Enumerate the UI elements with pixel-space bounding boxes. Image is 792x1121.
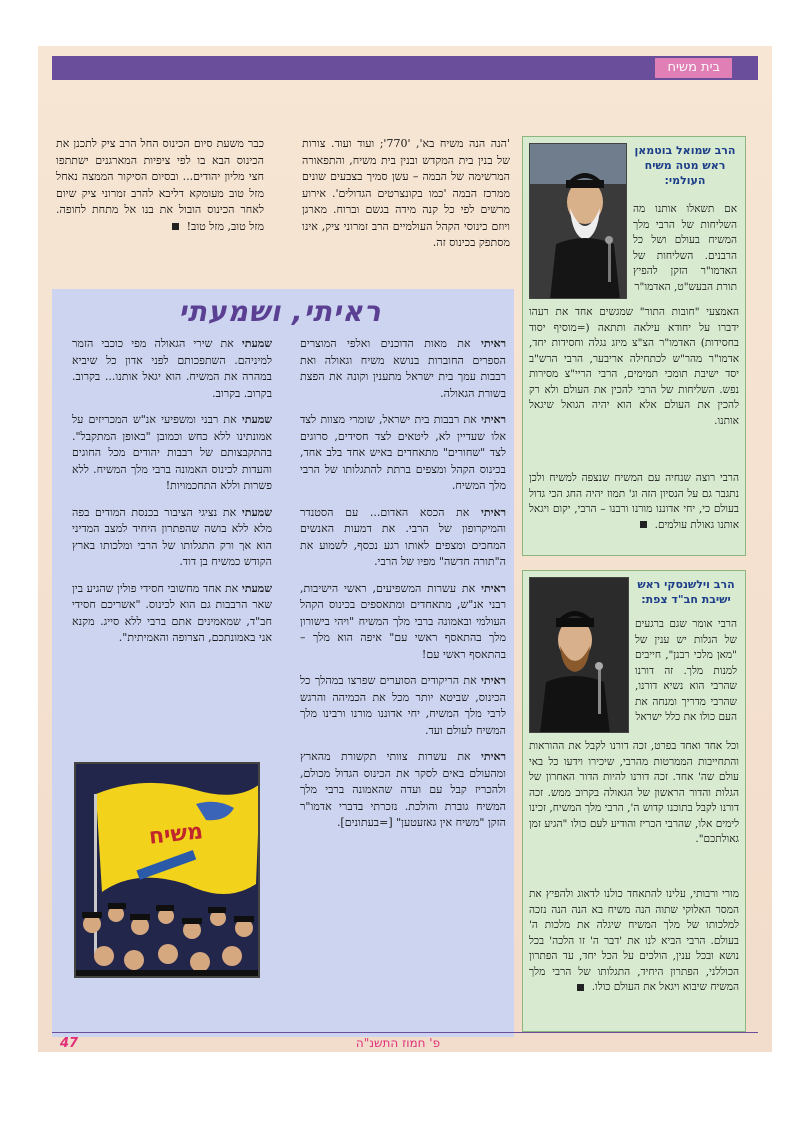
list-item <box>300 581 506 664</box>
sidebar-top-intro: אם תשאלו אותנו מה השליחות של הרבי מלך המשיח בעולם ושל כל הרבנים. השליחות של האדמו"ר הזקן להפיץ תורת הבעש"ט, האדמו"ר <box>633 203 737 293</box>
list-item <box>300 749 506 832</box>
end-mark-icon <box>640 521 647 528</box>
item-lead-word: שמעתי <box>241 581 272 595</box>
item-lead-word: ראיתי <box>481 750 506 763</box>
item-text: את מאות הדוכנים ואלפי המוצרים הספרים החוברות בנושא משיח וגאולה ואת רבבות עמך בית ישראל מתענין וקונה את הפצת בשורת הגאולה. <box>300 337 506 400</box>
sidebar-bottom-heading: הרב וילשנסקי ראש ישיבת חב"ד צפת: <box>637 578 735 606</box>
item-lead-word: ראיתי <box>481 581 507 595</box>
list-item <box>72 336 272 402</box>
list-item <box>72 581 272 647</box>
list-item <box>300 505 506 571</box>
item-text: את עשרות המשפיעים, ראשי הישיבות, רבני אנ"ש, מתאחדים ומתאספים בכינוס הקהל העולמי ובאמונה ברבי מלך המשיח "ויהי בישורון מלך בהתאסף ראשי עם" איפה הוא מלך – בהתאסף ראשי עם! <box>300 581 506 661</box>
flag-crowd-photo <box>74 762 260 978</box>
sidebar-bottom-heading-block <box>635 577 737 726</box>
item-lead-word: שמעתי <box>241 413 273 426</box>
item-lead-word: ראיתי <box>481 337 506 350</box>
item-text: את רבני ומשפיעי אנ"ש המכריזים על אמונתינו ללא כחש וכמובן "באופן המתקבל". בהתקבצותם של רבבות יהודים מכל החוגים והעדות לכינוס האמונה ברבי מלך המשיח. ללא פשרות וללא התחכמויות! <box>72 413 272 492</box>
heard-column <box>72 336 272 657</box>
item-text: את נציגי הציבור בכנסת המודים בפה מלא ללא בושה שהפתרון היחיד למצב המדיני הוא אך ורק התגלותו של הרבי ומלכותו בארץ הקודש כמשיח בן דוד. <box>72 505 272 568</box>
sidebar-bottom-end <box>529 887 739 996</box>
item-lead-word: ראיתי <box>481 505 506 519</box>
flag-text: משיח <box>147 819 205 850</box>
header-band <box>52 56 758 80</box>
list-item <box>300 673 506 739</box>
item-text: את עשרות צוותי תקשורת מהארץ ומהעולם באים לסקר את הכינוס הגדול מכולם, ולהכריז קבל עם ועדה שהאמונה ברבי מלך המשיח גוברת והולכת. נזכרתי בדברי אדמו"ר הזקן "משיח אין גאזעטען" [=בעתונים]. <box>300 750 506 829</box>
list-item <box>300 336 506 402</box>
speaker-photo <box>529 143 627 299</box>
saw-column <box>300 336 506 842</box>
end-mark-icon <box>172 223 179 230</box>
article-column-middle: 'הנה הנה משיח בא', '770'; ועוד ועוד. צורות של בנין בית המקדש ובנין בית משיח, והתפאורה המרשימה של הבמה – עשן סמיך בצבעים שונים ממרכז הבמה 'כמו בקונצרטים הגדולים'. אירוע מרשים לפי כל קנה מידה בגשם וברוח. מארגן ויוזם כינוסי הקהל העולמיים הרב זמרוני ציק, אינו מסתפק בכינוס זה. <box>302 137 510 249</box>
sidebar-top-heading: הרב שמואל בוטמאן ראש מטה משיח העולמי: <box>634 144 736 187</box>
sidebar-top-body: האמצעי "חובות התור" שמגשים אחד את רעהו ידברו על יחודא עילאה ותתאה (=מוסיף יסוד בחסידות) האדמו"ר הצ"צ מיזג נגלה וחסידות יחד, אדמו"ר מהר"ש לכתחילה אריבער, הרבי הרש"ב יסד ישיבת תומכי תמימים, הרבי הריי"צ מסירות נפש. השליחות של הרבי להכין את העולם ולא רק להכין את העולם אלא הוא יהיה הגואל שיגאל אותנו. <box>529 306 739 427</box>
sidebar-bottom-body: וכל אחד ואחד בפרט, זכה דורנו לקבל את ההוראות והתחייבות הממרטות מהרבי, שיכירו וידעו כל באי עולם שה' אחד. זכה דורנו להיות הדור האחרון של הגלות והדור הראשון של הגאולה בקרוב ממש. זכה דורנו לקבל בתוכנו קדוש ה', הרבי מלך המשיח, זכינו לימים אלו, שהרבי הכריז והודיע לעם כולו "הגיע זמן גאולתכם". <box>529 740 739 845</box>
item-text: את רבבות בית ישראל, שומרי מצוות לצד אלו שעדיין לא, ליטאים לצד חסידים, סרוגים לצד "שחורים" מתאחדים באיש אחד בלב אחד, בכינוס הקהל ומצפים ברתת להתגלותו של הרבי מלך המשיח. <box>300 413 506 492</box>
list-item <box>72 412 272 495</box>
sidebar-top-end <box>529 471 739 533</box>
item-lead-word: ראיתי <box>481 413 507 426</box>
speaker-photo <box>529 577 629 733</box>
item-text: את שירי הגאולה מפי כוכבי הזמר למיניהם. השתפכותם לפני אדון כל שיביא במהרה את המשיח. הוא יגאל אותנו... בקרוב. בקרוב. בקרוב. <box>72 337 272 400</box>
sidebar-bottom-intro: הרבי אומר שגם ברגעים של הגלות יש ענין של "מאן מלכי רבנן", חייבים למנות מלך. זה דורנו שהרבי הוא נשיא דורנו, שהרבי מדריך ומנחה את העם כולו את כלל ישראל <box>635 618 737 723</box>
item-lead-word: שמעתי <box>241 337 273 350</box>
sidebar-top-heading-block <box>633 143 737 295</box>
section-label: בית משיח <box>655 58 732 78</box>
issue-date: פ' חמוז התשנ"ה <box>355 1036 441 1050</box>
article-column-left <box>56 136 264 235</box>
item-lead-word: ראיתי <box>481 674 506 687</box>
end-mark-icon <box>577 984 584 991</box>
sidebar-box-bottom <box>522 570 746 1032</box>
item-text: את הריקודים הסוערים שפרצו במהלך כל הכינוס, שביטא יותר מכל את הכמיהה והרגש לרבי מלך המשיח, יחי אדוננו מורנו ורבינו מלך המשיח לעולם ועד. <box>300 674 506 737</box>
sidebar-bottom-end-text: מורי ורבותי, עלינו להתאחד כולנו לדאוג ולהפיץ את המסר האלוקי שתוה הנה משיח בא הנה הנה נזכה למלכותו של מלך המשיח שיגלה את מלכות ה' בעולם. הרבי הביא לנו את 'דבר ה' זו הלכה' בכל נושא ובכל ענין, הולכים על הכל יחד, עד הפתרון הכוללני, הפתרון היחיד, התגלותו של הרבי מלך המשיח שיבוא ויגאל את העולם כולו. <box>529 888 739 993</box>
list-item <box>300 412 506 495</box>
footer-rule <box>52 1032 758 1033</box>
sidebar-box-top <box>522 136 746 556</box>
magazine-page <box>38 46 772 1052</box>
item-text: את הכסא האדום... עם הסטנדר והמיקרופון של הרבי. את דמעות האנשים המחכים ומצפים לאותו רגע נכסף, לשמוע את ה"תורה חדשה" מפיו של הרבי. <box>300 505 506 568</box>
article-left-text: כבר משעת סיום הכינוס החל הרב ציק לתכנן את הכינוס הבא בו לפי ציפיות המארגנים ישתתפו חצי מליון יהודים... ובסיום הסיקור הממצה נאחל מזל טוב מעומקא דליבא להרב זמרוני ציק שיום לאחר הכינוס הובול את בנו אל מתחת לחופה. מזל טוב, מזל טוב! <box>56 137 264 233</box>
sidebar-top-end-text: הרבי רוצה שנחיה עם המשיח שנצפה למשיח ולכן נתגבר גם על הנסיון הזה וג' תמוז יהיה החג הכי גדול בעולם כי, יחי אדוננו מורנו ורבנו – הרבי, יקום ויגאל אותנו גאולת עולמים. <box>529 472 739 531</box>
saw-heard-title: ראיתי, ושמעתי <box>178 295 382 328</box>
item-text: את אחד מחשובי חסידי פולין שהגיע בין שאר הרבבות גם הוא לכינוס. "אשריכם חסידי חב"ד, שמאמינים אתם ברבי ללא סייג. מקנא אני באמונתכם, הצרופה והאמיתית". <box>72 581 272 644</box>
item-lead-word: שמעתי <box>241 505 272 519</box>
list-item <box>72 505 272 571</box>
page-number: 47 <box>60 1036 79 1051</box>
